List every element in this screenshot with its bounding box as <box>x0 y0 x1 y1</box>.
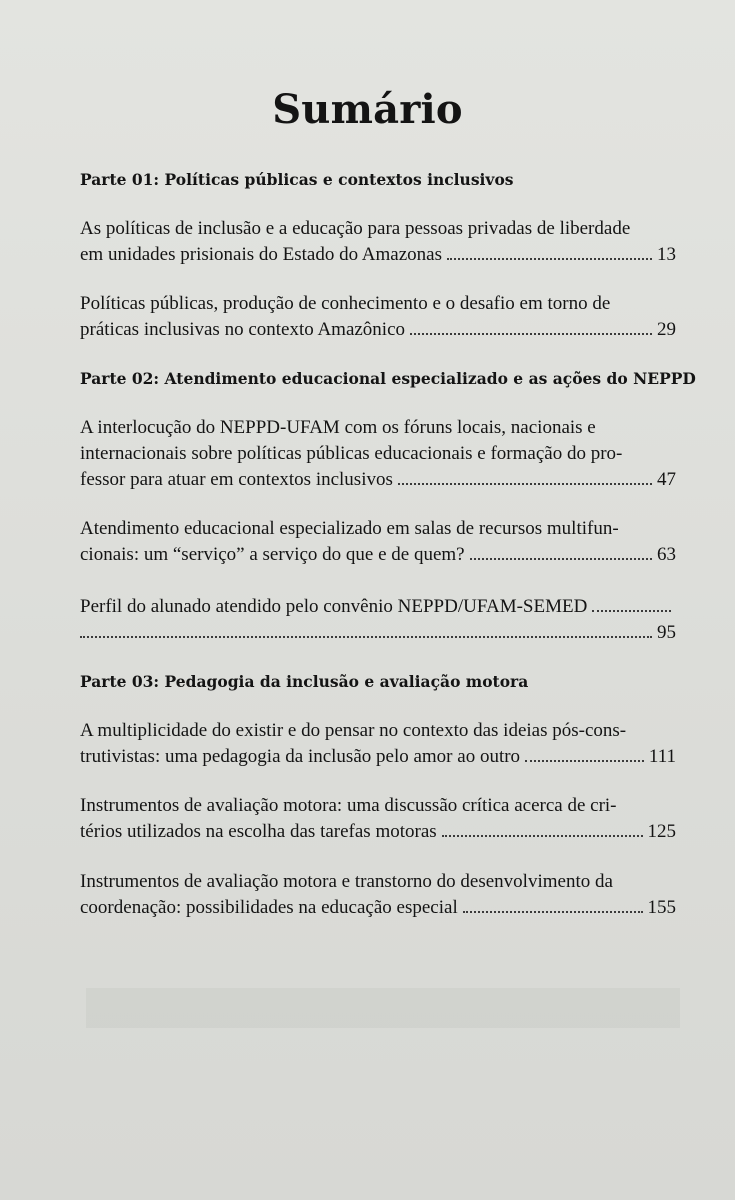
toc-entry-text: A multiplicidade do existir e do pensar no contexto das ideias pós-cons- <box>80 720 627 741</box>
page-number: 47 <box>657 469 676 490</box>
toc-entry-line <box>80 620 676 646</box>
toc-entry-line <box>80 415 676 441</box>
dot-leader <box>525 759 644 762</box>
toc-entry-text: em unidades prisionais do Estado do Amazonas <box>80 244 442 265</box>
toc-entry-text: cionais: um “serviço” a serviço do que e de quem? <box>80 544 465 565</box>
toc-entry-text: térios utilizados na escolha das tarefas motoras <box>80 821 437 842</box>
page-number: 63 <box>657 544 676 565</box>
toc-entry-line <box>80 744 676 770</box>
toc-entry-text: coordenação: possibilidades na educação especial <box>80 897 458 918</box>
show-through-block <box>86 988 680 1028</box>
toc-entry-line <box>80 516 676 542</box>
toc-entry-text: A interlocução do NEPPD-UFAM com os fóruns locais, nacionais e <box>80 417 596 438</box>
dot-leader <box>80 635 652 638</box>
toc-entry-text: Perfil do alunado atendido pelo convênio NEPPD/UFAM-SEMED <box>80 596 588 617</box>
toc-entry-text: internacionais sobre políticas públicas educacionais e formação do pro- <box>80 443 623 464</box>
toc-entry-text: práticas inclusivas no contexto Amazônico <box>80 319 406 340</box>
toc-entry-line <box>80 441 676 467</box>
toc-entry-line <box>80 216 676 242</box>
toc-entry-line <box>80 594 676 620</box>
dot-leader <box>398 482 652 485</box>
dot-leader <box>470 557 652 560</box>
toc-entry-text: As políticas de inclusão e a educação para pessoas privadas de liberdade <box>80 218 631 239</box>
toc-entry-line <box>80 718 676 744</box>
dot-leader <box>592 609 671 612</box>
toc-entry-line <box>80 793 676 819</box>
toc-entry-line <box>80 869 676 895</box>
toc-entry-line <box>80 819 676 845</box>
page-number: 155 <box>647 897 676 918</box>
dot-leader <box>447 257 652 260</box>
toc-entry-line <box>80 291 676 317</box>
toc-entry-text: Atendimento educacional especializado em salas de recursos multifun- <box>80 518 619 539</box>
toc-entry-line <box>80 895 676 921</box>
toc-entry-line <box>80 467 676 493</box>
toc-entry-text: fessor para atuar em contextos inclusivos <box>80 469 393 490</box>
toc-entry-text: Instrumentos de avaliação motora: uma discussão crítica acerca de cri- <box>80 795 617 816</box>
part-heading-03: Parte 03: Pedagogia da inclusão e avaliação motora <box>80 672 529 691</box>
page-number: 13 <box>657 244 676 265</box>
dot-leader <box>410 332 652 335</box>
toc-entry-text: trutivistas: uma pedagogia da inclusão pelo amor ao outro <box>80 746 521 767</box>
toc-entry-line <box>80 242 676 268</box>
page-number: 29 <box>657 319 676 340</box>
part-heading-02: Parte 02: Atendimento educacional especializado e as ações do NEPPD <box>80 369 696 388</box>
toc-entry-line <box>80 542 676 568</box>
page-title: Sumário <box>272 86 463 133</box>
part-heading-01: Parte 01: Políticas públicas e contextos inclusivos <box>80 170 514 189</box>
dot-leader <box>463 910 643 913</box>
toc-entry-text: Políticas públicas, produção de conhecimento e o desafio em torno de <box>80 293 611 314</box>
toc-entry-line <box>80 317 676 343</box>
toc-entry-text: Instrumentos de avaliação motora e transtorno do desenvolvimento da <box>80 871 613 892</box>
page-number: 125 <box>647 821 676 842</box>
dot-leader <box>442 834 643 837</box>
page-number: 111 <box>648 746 676 767</box>
page-number: 95 <box>657 622 676 643</box>
